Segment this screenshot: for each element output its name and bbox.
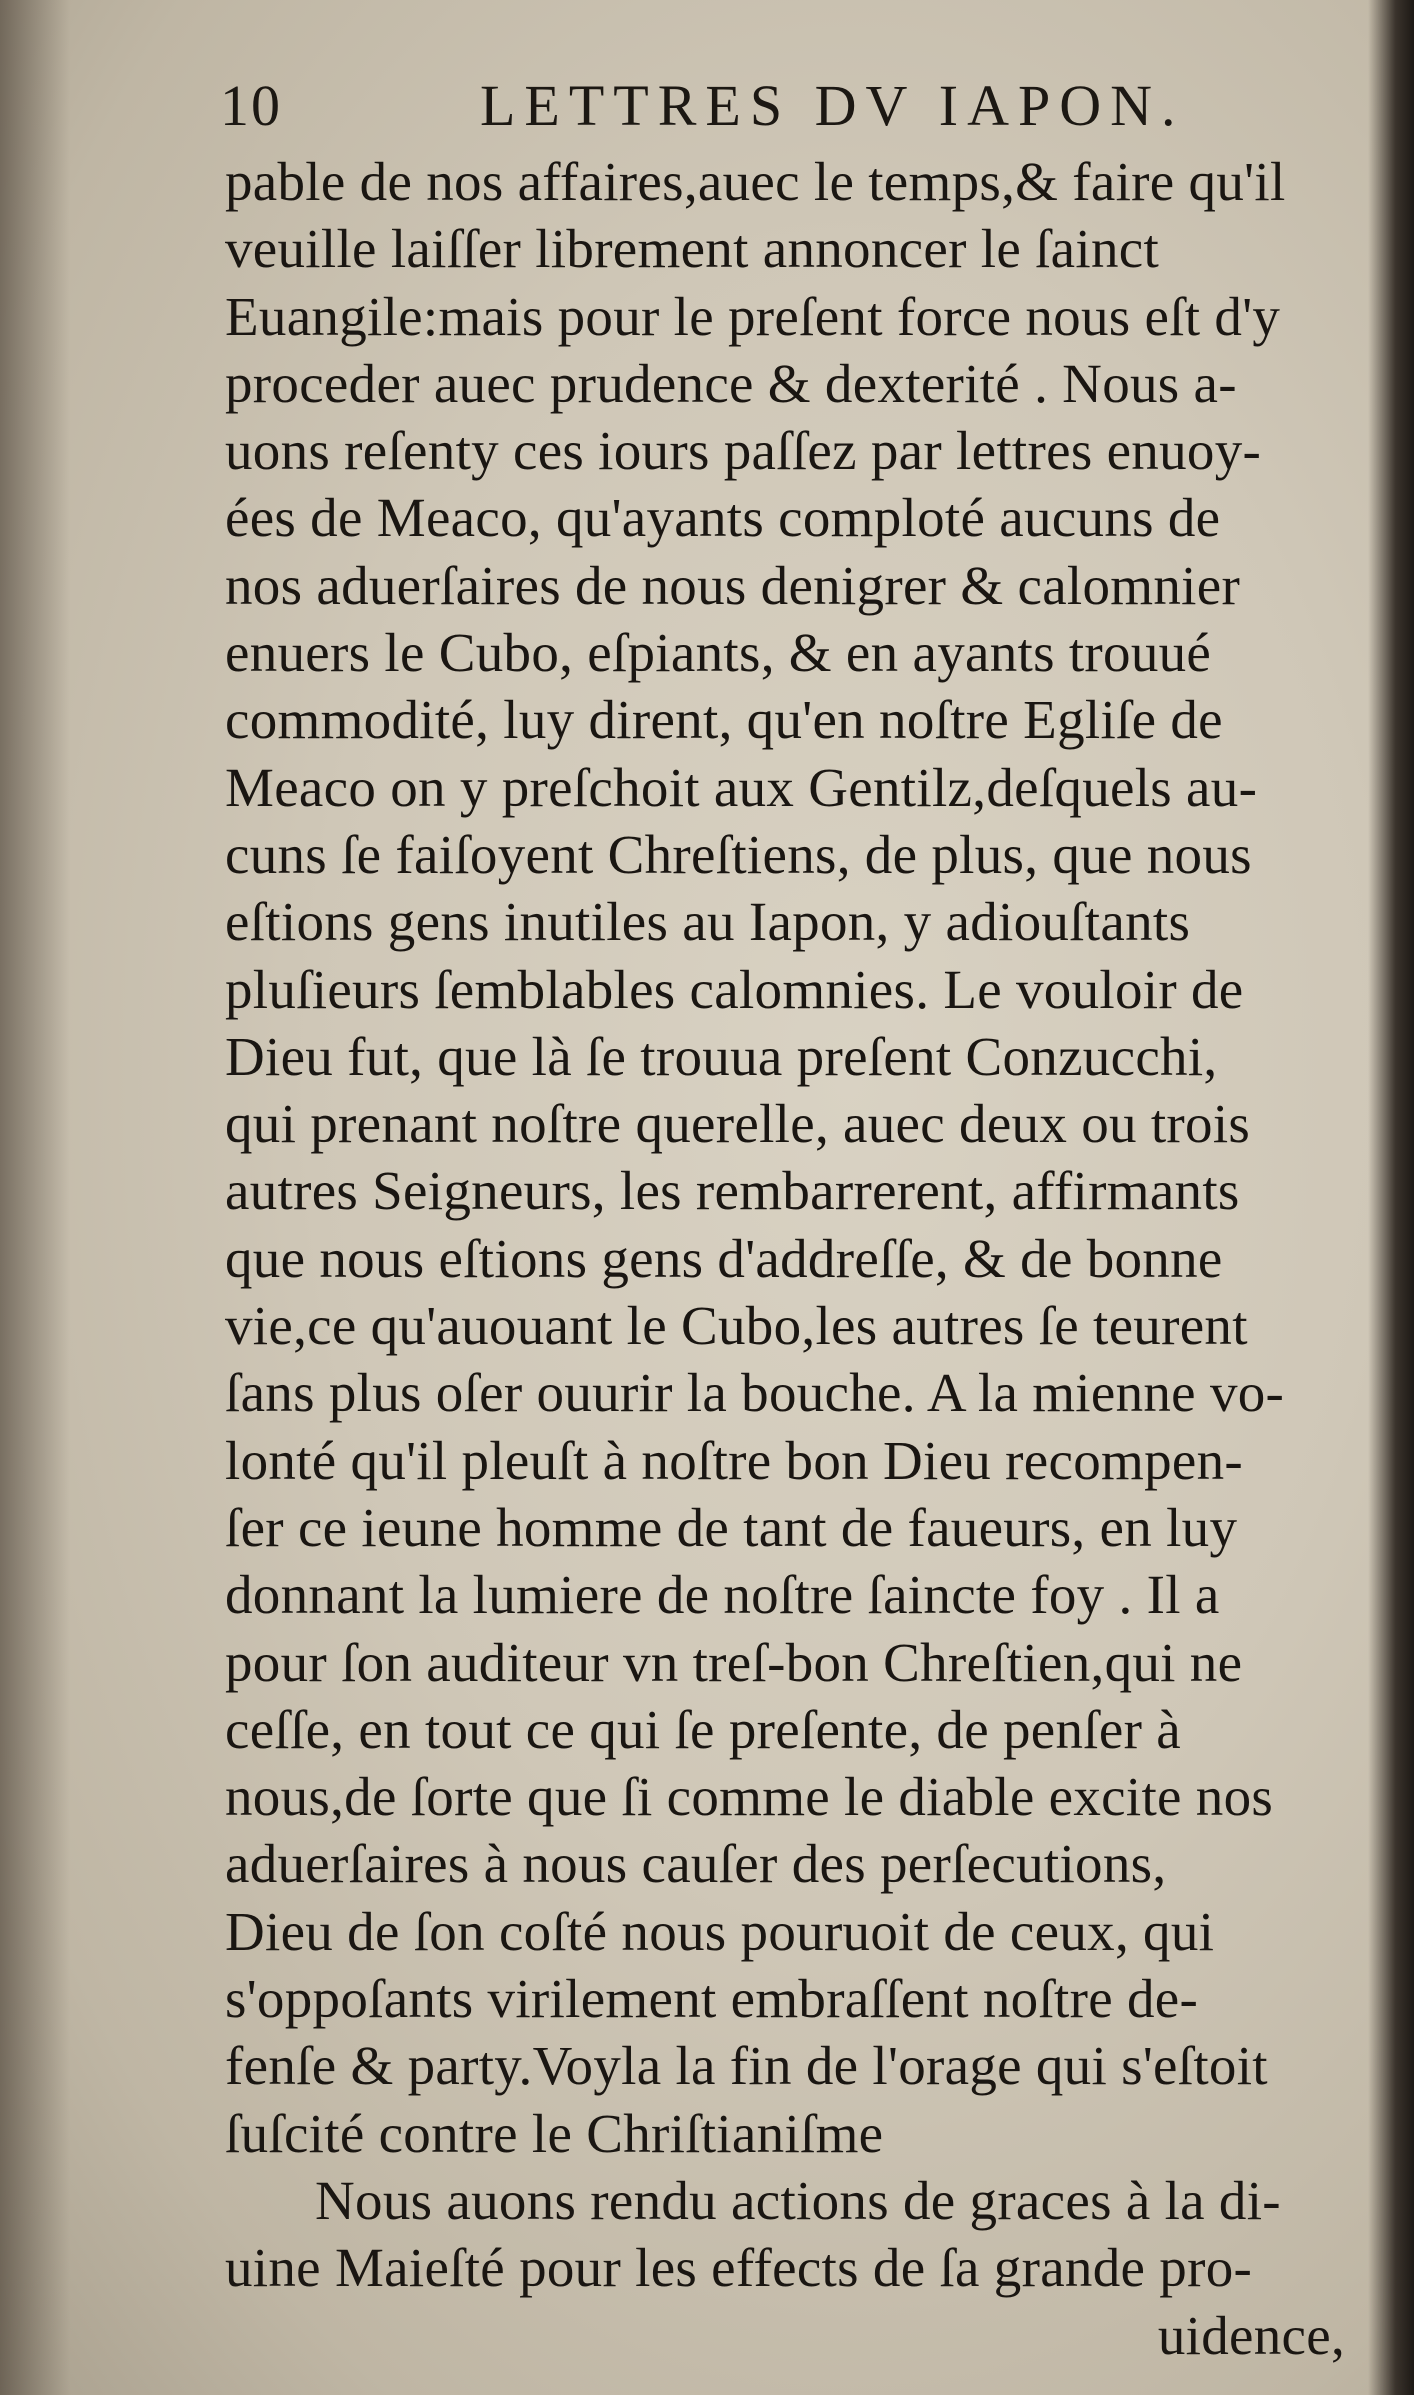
text-line: ſer ce ieune homme de tant de faueurs, en luy (225, 1496, 1238, 1558)
text-line: fenſe & party.Voyla la fin de l'orage qui s'eſtoit (225, 2035, 1268, 2097)
text-line: ceſſe, en tout ce qui ſe preſente, de penſer à (225, 1698, 1181, 1760)
running-title: LETTRES DV IAPON. (480, 73, 1185, 138)
text-line: s'oppoſants virilement embraſſent noſtre de- (225, 1968, 1199, 2030)
spine-shadow (0, 0, 70, 2395)
paragraph-start-line: Nous auons rendu actions de graces à la di- (315, 2169, 1281, 2231)
text-line: lonté qu'il pleuſt à noſtre bon Dieu recompen- (225, 1429, 1244, 1491)
text-line: ées de Meaco, qu'ayants comploté aucuns de (225, 487, 1221, 549)
catchword-line: uidence, (1157, 2304, 1345, 2366)
text-line: aduerſaires à nous cauſer des perſecutions, (225, 1833, 1167, 1895)
text-line: Euangile:mais pour le preſent force nous eſt d'y (225, 285, 1281, 347)
text-line: pluſieurs ſemblables calomnies. Le vouloir de (225, 958, 1244, 1020)
text-line: Meaco on y preſchoit aux Gentilz,deſquels au- (225, 756, 1258, 818)
text-line: nous,de ſorte que ſi comme le diable excite nos (225, 1766, 1274, 1828)
text-line: pour ſon auditeur vn treſ-bon Chreſtien,qui ne (225, 1631, 1243, 1693)
text-line: ſuſcité contre le Chriſtianiſme (225, 2102, 884, 2164)
text-line: proceder auec prudence & dexterité . Nous a- (225, 352, 1237, 414)
text-line: qui prenant noſtre querelle, auec deux ou trois (225, 1093, 1251, 1155)
text-line: Dieu fut, que là ſe trouua preſent Conzucchi, (225, 1025, 1218, 1087)
page-number: 10 (220, 73, 282, 138)
text-line: eſtions gens inutiles au Iapon, y adiouſtants (225, 891, 1191, 953)
text-line: vie,ce qu'auouant le Cubo,les autres ſe teurent (225, 1295, 1248, 1357)
text-line: Dieu de ſon coſté nous pouruoit de ceux, qui (225, 1900, 1215, 1962)
text-line: commodité, luy dirent, qu'en noſtre Egliſe de (225, 689, 1223, 751)
text-line: enuers le Cubo, eſpiants, & en ayants trouué (225, 622, 1212, 684)
text-line: donnant la lumiere de noſtre ſaincte foy . Il a (225, 1564, 1220, 1626)
text-line: que nous eſtions gens d'addreſſe, & de bonne (225, 1227, 1223, 1289)
text-line: uons reſenty ces iours paſſez par lettres enuoy- (225, 420, 1262, 482)
text-line: pable de nos affaires,auec le temps,& faire qu'il (225, 151, 1286, 212)
text-line: veuille laiſſer librement annoncer le ſainct (225, 218, 1160, 280)
text-line: ſans plus oſer ouurir la bouche. A la mienne vo- (225, 1362, 1285, 1424)
text-line: cuns ſe faiſoyent Chreſtiens, de plus, que nous (225, 823, 1252, 885)
text-line: nos aduerſaires de nous denigrer & calomnier (225, 554, 1241, 616)
text-line: uine Maieſté pour les effects de ſa grande pro- (225, 2237, 1253, 2299)
text-line: autres Seigneurs, les rembarrerent, affirmants (225, 1160, 1240, 1222)
body-text (225, 148, 1405, 2369)
